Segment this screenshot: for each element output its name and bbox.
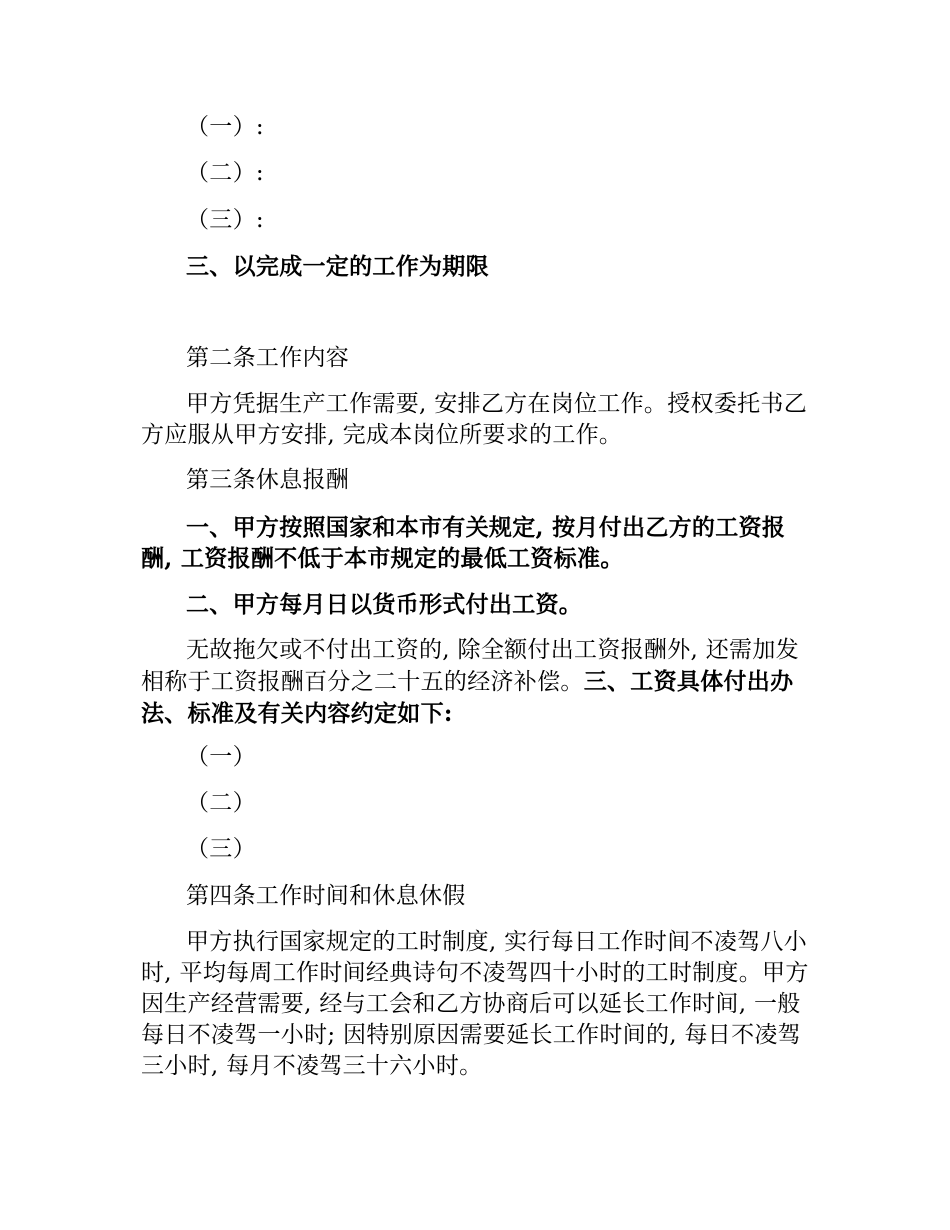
- paragraph-working-hours: 甲方执行国家规定的工时制度, 实行每日工作时间不凌驾八小时, 平均每周工作时间经典诗句不凌驾四十小时的工时制度。甲方因生产经营需要, 经与工会和乙方协商后可以延长工作时间, 一般每日不凌驾一小时; 因特别原因需要延长工作时间的, 每日不凌驾三小时, 每月不凌驾三十六小时。: [141, 929, 809, 1079]
- clause-payment-method: 三、工资具体付出办法、标准及有关内容约定如下:: [141, 668, 794, 727]
- list-item-2: （二）:: [186, 160, 264, 186]
- list-item-c: （三）: [186, 836, 256, 862]
- compensation-text: 无故拖欠或不付出工资的, 除全额付出工资报酬外, 还需加发相称于工资报酬百分之二十五的经济补偿。: [141, 637, 799, 695]
- list-item-a: （一）: [186, 744, 256, 770]
- clause-heading-term: 三、以完成一定的工作为期限: [186, 253, 489, 280]
- clause-wage-payment: 二、甲方每月日以货币形式付出工资。: [186, 591, 583, 618]
- paragraph-work-content: 甲方凭据生产工作需要, 安排乙方在岗位工作。授权委托书乙方应服从甲方安排, 完成本岗位所要求的工作。: [141, 391, 808, 448]
- clause-wage-standard: 一、甲方按照国家和本市有关规定, 按月付出乙方的工资报酬, 工资报酬不低于本市规定的最低工资标准。: [141, 514, 786, 572]
- list-item-b: （二）: [186, 790, 256, 816]
- article-title-2: 第二条工作内容: [186, 345, 350, 371]
- paragraph-compensation: [141, 635, 813, 730]
- list-item-3: （三）:: [186, 207, 264, 233]
- article-title-4: 第四条工作时间和休息休假: [186, 883, 466, 909]
- list-item-1: （一）:: [186, 114, 264, 140]
- article-title-3: 第三条休息报酬: [186, 467, 350, 493]
